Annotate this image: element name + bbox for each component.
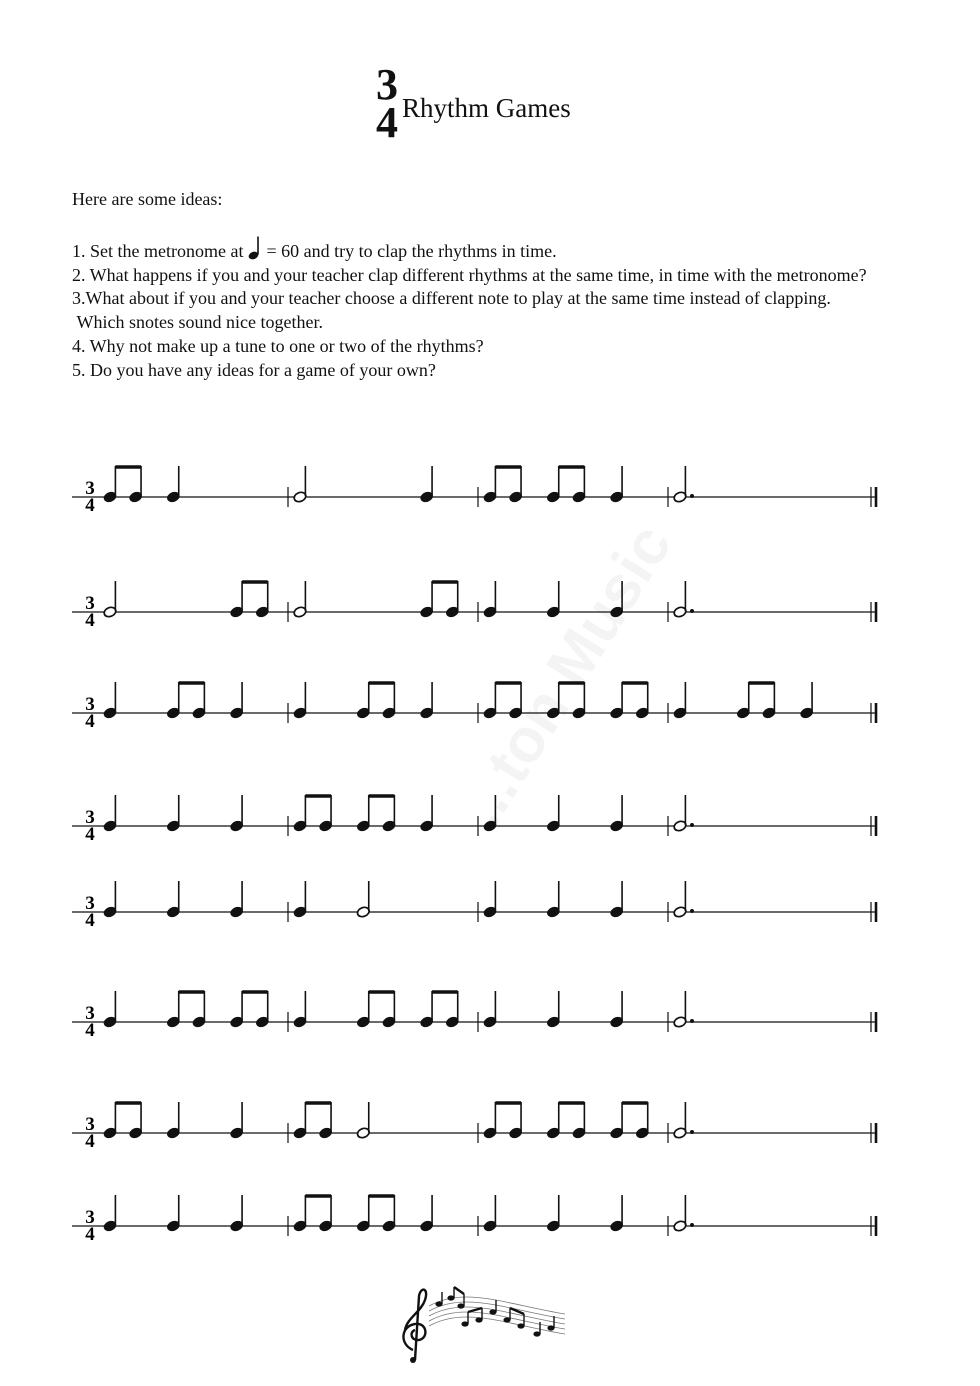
idea-5: 5. Do you have any ideas for a game of your own? bbox=[72, 359, 436, 380]
note-head bbox=[546, 1220, 560, 1233]
quarter-note bbox=[166, 466, 180, 503]
note-head bbox=[356, 820, 370, 833]
quarter-note-icon bbox=[248, 236, 262, 260]
note-head bbox=[635, 707, 649, 720]
rhythm-line-2 bbox=[72, 581, 876, 631]
measure bbox=[103, 1102, 244, 1139]
note-head-open bbox=[673, 1127, 687, 1140]
eighth-note-pair bbox=[293, 795, 333, 832]
note-head bbox=[255, 1016, 269, 1029]
note-head bbox=[445, 606, 459, 619]
measure bbox=[103, 1195, 244, 1232]
time-signature-denominator: 4 bbox=[85, 1224, 95, 1245]
eighth-note-pair bbox=[609, 1102, 649, 1139]
eighth-note-pair bbox=[483, 466, 523, 503]
idea-1-after: = 60 and try to clap the rhythms in time. bbox=[261, 241, 557, 261]
time-signature-denominator: 4 bbox=[85, 824, 95, 845]
measure bbox=[673, 991, 694, 1028]
note-head bbox=[192, 707, 206, 720]
note-head-open bbox=[673, 1220, 687, 1233]
note-head bbox=[508, 1127, 522, 1140]
dotted-half-note bbox=[673, 795, 694, 832]
measure bbox=[293, 466, 434, 503]
note-head bbox=[318, 820, 332, 833]
quarter-note bbox=[166, 795, 180, 832]
quarter-note bbox=[103, 991, 117, 1028]
quarter-note bbox=[419, 466, 433, 503]
dotted-half-note bbox=[673, 1102, 694, 1139]
note-head bbox=[229, 1016, 243, 1029]
time-signature-denominator: 4 bbox=[376, 98, 398, 147]
time-signature-denominator: 4 bbox=[85, 610, 95, 631]
half-note bbox=[293, 466, 307, 503]
quarter-note bbox=[483, 1195, 497, 1232]
note-head-open bbox=[103, 606, 117, 619]
quarter-note bbox=[609, 1195, 623, 1232]
note-head bbox=[103, 707, 117, 720]
page-title: Rhythm Games bbox=[402, 93, 571, 123]
quarter-note bbox=[609, 466, 623, 503]
note-head bbox=[293, 906, 307, 919]
time-signature-denominator: 4 bbox=[85, 910, 95, 931]
time-signature bbox=[85, 694, 95, 732]
dotted-half-note bbox=[673, 1195, 694, 1232]
note-head bbox=[419, 606, 433, 619]
eighth-note-pair bbox=[356, 795, 396, 832]
eighth-note-pair bbox=[229, 991, 269, 1028]
eighth-note-pair bbox=[103, 466, 143, 503]
note-head bbox=[229, 707, 243, 720]
measure bbox=[103, 682, 244, 719]
quarter-note bbox=[546, 881, 560, 918]
dot bbox=[690, 1019, 694, 1023]
measure bbox=[483, 466, 624, 503]
quarter-note bbox=[419, 1195, 433, 1232]
measure bbox=[103, 795, 244, 832]
note-head bbox=[609, 1220, 623, 1233]
time-signature bbox=[85, 1207, 95, 1245]
quarter-note bbox=[609, 881, 623, 918]
note-head bbox=[546, 491, 560, 504]
eighth-note-pair bbox=[483, 1102, 523, 1139]
note-head bbox=[356, 1016, 370, 1029]
measure bbox=[293, 795, 434, 832]
time-signature bbox=[85, 1003, 95, 1041]
note-head-open bbox=[356, 906, 370, 919]
measure bbox=[103, 881, 244, 918]
note-head bbox=[483, 1127, 497, 1140]
note-head bbox=[609, 491, 623, 504]
time-signature-denominator: 4 bbox=[85, 1020, 95, 1041]
note-head-open bbox=[673, 491, 687, 504]
quarter-note bbox=[103, 682, 117, 719]
eighth-note-pair bbox=[609, 682, 649, 719]
note-head bbox=[445, 1016, 459, 1029]
note-head bbox=[166, 1220, 180, 1233]
eighth-note-pair bbox=[229, 581, 269, 618]
note-head bbox=[166, 820, 180, 833]
measure bbox=[483, 1195, 624, 1232]
note-head bbox=[382, 1016, 396, 1029]
note-head bbox=[546, 820, 560, 833]
note-head bbox=[356, 707, 370, 720]
note-head bbox=[382, 707, 396, 720]
note-head bbox=[382, 1220, 396, 1233]
dot bbox=[690, 1223, 694, 1227]
measure bbox=[103, 466, 181, 503]
measure bbox=[673, 881, 694, 918]
note-head bbox=[546, 1127, 560, 1140]
measure bbox=[103, 991, 270, 1028]
note-head bbox=[419, 707, 433, 720]
eighth-note-pair bbox=[736, 682, 776, 719]
dotted-half-note bbox=[673, 881, 694, 918]
rhythm-line-7 bbox=[72, 1102, 876, 1152]
note-head bbox=[103, 491, 117, 504]
measure bbox=[673, 466, 694, 503]
half-note bbox=[356, 881, 370, 918]
measure bbox=[483, 991, 624, 1028]
measure bbox=[293, 1195, 434, 1232]
time-signature bbox=[85, 593, 95, 631]
quarter-note bbox=[293, 881, 307, 918]
note-head bbox=[103, 1016, 117, 1029]
time-signature-numerator: 3 bbox=[376, 60, 398, 109]
dot bbox=[690, 823, 694, 827]
half-note bbox=[103, 581, 117, 618]
idea-1-before: 1. Set the metronome at bbox=[72, 241, 248, 261]
note-head bbox=[229, 1220, 243, 1233]
dot bbox=[690, 609, 694, 613]
treble-clef-notes-icon bbox=[395, 1284, 575, 1364]
note-head-open bbox=[673, 906, 687, 919]
note-head bbox=[128, 1127, 142, 1140]
measure bbox=[293, 1102, 371, 1139]
time-signature-numerator: 3 bbox=[85, 893, 95, 914]
note-head bbox=[673, 707, 687, 720]
quarter-note bbox=[103, 795, 117, 832]
note-head bbox=[255, 606, 269, 619]
measure bbox=[293, 991, 460, 1028]
quarter-note bbox=[546, 581, 560, 618]
quarter-note bbox=[609, 991, 623, 1028]
note-head bbox=[419, 1220, 433, 1233]
note-head bbox=[609, 820, 623, 833]
eighth-note-pair bbox=[546, 466, 586, 503]
quarter-note bbox=[166, 1195, 180, 1232]
quarter-note bbox=[419, 682, 433, 719]
dot bbox=[690, 494, 694, 498]
eighth-note-pair bbox=[356, 682, 396, 719]
note-head bbox=[508, 491, 522, 504]
note-head bbox=[293, 820, 307, 833]
note-head-open bbox=[673, 606, 687, 619]
measure bbox=[483, 881, 624, 918]
measure bbox=[673, 581, 694, 618]
note-head bbox=[229, 606, 243, 619]
eighth-note-pair bbox=[419, 581, 459, 618]
quarter-note bbox=[673, 682, 687, 719]
idea-2: 2. What happens if you and your teacher clap different rhythms at the same time, in time with the metronome? bbox=[72, 264, 867, 285]
note-head bbox=[419, 491, 433, 504]
note-head bbox=[483, 606, 497, 619]
measure bbox=[103, 581, 270, 618]
quarter-note bbox=[103, 881, 117, 918]
quarter-note bbox=[609, 795, 623, 832]
quarter-note bbox=[229, 1102, 243, 1139]
dotted-half-note bbox=[673, 991, 694, 1028]
quarter-note bbox=[483, 581, 497, 618]
dot bbox=[690, 1130, 694, 1134]
note-head-open bbox=[293, 606, 307, 619]
note-head bbox=[293, 1016, 307, 1029]
note-head bbox=[356, 1220, 370, 1233]
note-head bbox=[609, 906, 623, 919]
note-head bbox=[103, 1127, 117, 1140]
note-head bbox=[419, 1016, 433, 1029]
time-signature bbox=[85, 807, 95, 845]
measure bbox=[293, 682, 434, 719]
note-head bbox=[609, 707, 623, 720]
watermark bbox=[445, 512, 686, 839]
time-signature-numerator: 3 bbox=[85, 1207, 95, 1228]
eighth-note-pair bbox=[356, 991, 396, 1028]
eighth-note-pair bbox=[166, 682, 206, 719]
note-head bbox=[318, 1220, 332, 1233]
note-head bbox=[166, 1016, 180, 1029]
intro-text: Here are some ideas: bbox=[72, 189, 223, 209]
time-signature-numerator: 3 bbox=[85, 807, 95, 828]
time-signature-numerator: 3 bbox=[85, 694, 95, 715]
eighth-note-pair bbox=[419, 991, 459, 1028]
quarter-note bbox=[483, 881, 497, 918]
quarter-note bbox=[229, 795, 243, 832]
quarter-note bbox=[546, 991, 560, 1028]
half-note bbox=[356, 1102, 370, 1139]
note-head bbox=[382, 820, 396, 833]
note-head bbox=[128, 491, 142, 504]
note-head-open bbox=[293, 491, 307, 504]
note-head bbox=[166, 906, 180, 919]
note-head bbox=[609, 1127, 623, 1140]
time-signature-numerator: 3 bbox=[85, 1003, 95, 1024]
measure bbox=[673, 1195, 694, 1232]
title-time-signature bbox=[370, 60, 404, 147]
dot bbox=[690, 909, 694, 913]
quarter-note bbox=[166, 1102, 180, 1139]
quarter-note bbox=[483, 991, 497, 1028]
eighth-note-pair bbox=[293, 1195, 333, 1232]
ideas-list bbox=[72, 236, 932, 382]
quarter-note bbox=[546, 795, 560, 832]
time-signature-numerator: 3 bbox=[85, 478, 95, 499]
note-head bbox=[103, 1220, 117, 1233]
rhythm-line-5 bbox=[72, 881, 876, 931]
note-head bbox=[103, 906, 117, 919]
measure bbox=[673, 795, 694, 832]
note-head bbox=[762, 707, 776, 720]
note-head-open bbox=[673, 1016, 687, 1029]
note-head bbox=[546, 1016, 560, 1029]
note-head bbox=[229, 820, 243, 833]
measure bbox=[483, 1102, 650, 1139]
time-signature bbox=[85, 1114, 95, 1152]
note-head bbox=[293, 707, 307, 720]
note-head bbox=[192, 1016, 206, 1029]
measure bbox=[673, 1102, 694, 1139]
measure bbox=[293, 581, 460, 618]
half-note bbox=[293, 581, 307, 618]
note-head bbox=[483, 1220, 497, 1233]
note-head bbox=[483, 707, 497, 720]
rhythm-line-3 bbox=[72, 682, 876, 732]
dotted-half-note bbox=[673, 581, 694, 618]
note-head bbox=[166, 707, 180, 720]
note-head bbox=[166, 1127, 180, 1140]
eighth-note-pair bbox=[546, 1102, 586, 1139]
note-head bbox=[483, 1016, 497, 1029]
measure bbox=[673, 682, 814, 719]
quarter-note bbox=[229, 881, 243, 918]
note-head bbox=[572, 491, 586, 504]
dotted-half-note bbox=[673, 466, 694, 503]
quarter-note bbox=[293, 991, 307, 1028]
note-head-open bbox=[673, 820, 687, 833]
idea-4: 4. Why not make up a tune to one or two of the rhythms? bbox=[72, 335, 484, 356]
eighth-note-pair bbox=[293, 1102, 333, 1139]
quarter-note bbox=[229, 682, 243, 719]
note-head bbox=[546, 606, 560, 619]
time-signature bbox=[85, 893, 95, 931]
note-head bbox=[799, 707, 813, 720]
note-head bbox=[546, 906, 560, 919]
quarter-note bbox=[229, 1195, 243, 1232]
quarter-note bbox=[546, 1195, 560, 1232]
note-head bbox=[229, 906, 243, 919]
note-head bbox=[483, 491, 497, 504]
time-signature-denominator: 4 bbox=[85, 495, 95, 516]
note-head bbox=[635, 1127, 649, 1140]
note-head-open bbox=[356, 1127, 370, 1140]
note-head bbox=[318, 1127, 332, 1140]
eighth-note-pair bbox=[166, 991, 206, 1028]
time-signature-denominator: 4 bbox=[85, 711, 95, 732]
quarter-note bbox=[103, 1195, 117, 1232]
time-signature-numerator: 3 bbox=[85, 593, 95, 614]
quarter-note bbox=[293, 682, 307, 719]
measure bbox=[293, 881, 371, 918]
note-head bbox=[229, 1127, 243, 1140]
quarter-note bbox=[419, 795, 433, 832]
idea-1 bbox=[72, 236, 932, 264]
time-signature bbox=[85, 478, 95, 516]
note-head bbox=[293, 1220, 307, 1233]
note-head bbox=[572, 1127, 586, 1140]
note-head bbox=[609, 1016, 623, 1029]
note-head bbox=[103, 820, 117, 833]
note-head bbox=[293, 1127, 307, 1140]
rhythm-line-6 bbox=[72, 991, 876, 1041]
time-signature-denominator: 4 bbox=[85, 1131, 95, 1152]
quarter-note bbox=[799, 682, 813, 719]
eighth-note-pair bbox=[356, 1195, 396, 1232]
eighth-note-pair bbox=[103, 1102, 143, 1139]
note-head bbox=[166, 491, 180, 504]
rhythm-line-1 bbox=[72, 466, 876, 516]
note-head bbox=[483, 906, 497, 919]
note-head bbox=[736, 707, 750, 720]
quarter-note bbox=[166, 881, 180, 918]
rhythm-line-8 bbox=[72, 1195, 876, 1245]
note-head bbox=[419, 820, 433, 833]
time-signature-numerator: 3 bbox=[85, 1114, 95, 1135]
idea-3: 3.What about if you and your teacher choose a different note to play at the same time instead of clapping. Which snotes sound nice together. bbox=[72, 288, 831, 333]
